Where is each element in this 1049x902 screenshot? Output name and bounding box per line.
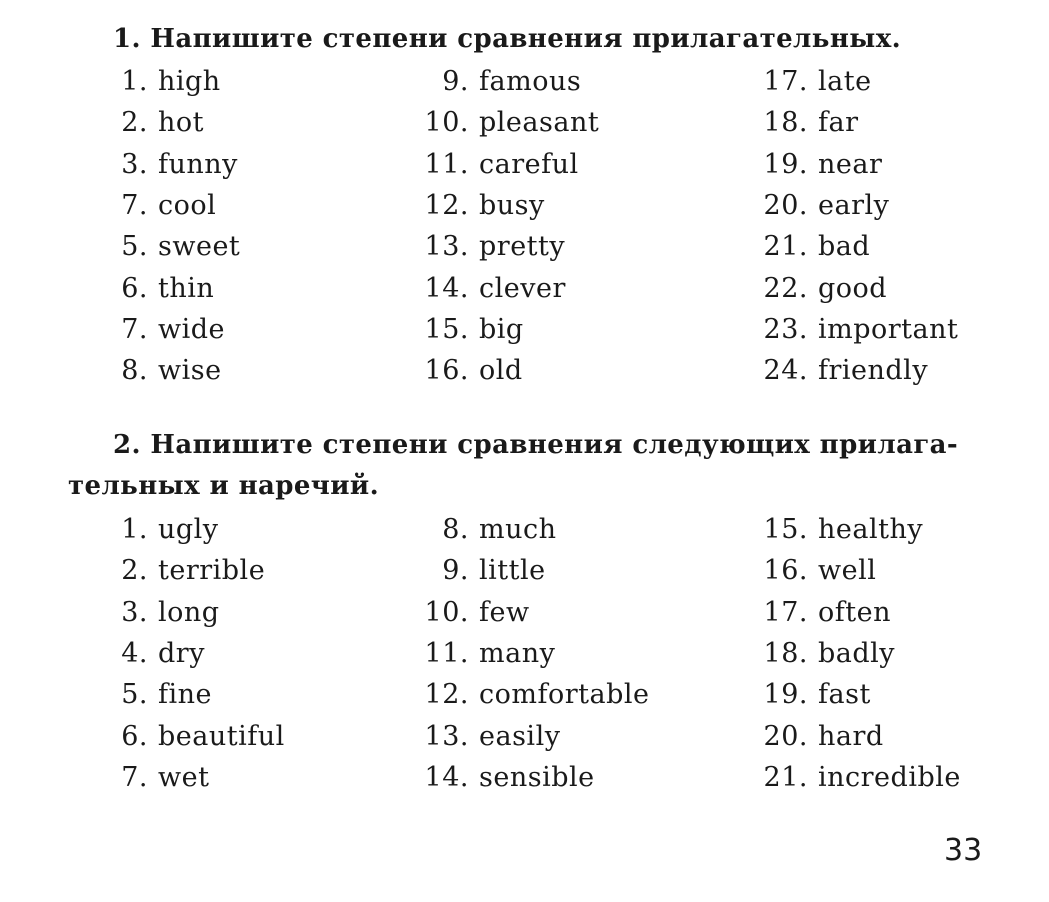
item-number: 3. (121, 597, 148, 628)
item-number: 5. (121, 679, 148, 710)
item-number: 9. (442, 555, 469, 586)
item-word: good (818, 273, 888, 304)
item-number: 20. (763, 721, 808, 752)
item-number: 17. (763, 597, 808, 628)
item-word: hot (158, 107, 204, 138)
item-word: friendly (818, 355, 929, 386)
item-word: pretty (479, 231, 566, 262)
item-number: 18. (763, 107, 808, 138)
exercise-2-heading-line-1: 2. Напишите степени сравнения следующих прилага- (113, 430, 959, 460)
item-number: 14. (424, 273, 469, 304)
item-word: beautiful (158, 721, 285, 752)
item-word: often (818, 597, 891, 628)
item-word: wet (158, 762, 210, 793)
item-word: funny (158, 149, 238, 180)
item-word: far (818, 107, 859, 138)
item-word: well (818, 555, 877, 586)
item-word: few (479, 597, 530, 628)
item-number: 14. (424, 762, 469, 793)
item-word: long (158, 597, 220, 628)
item-word: dry (158, 638, 205, 669)
item-word: late (818, 66, 872, 97)
item-word: clever (479, 273, 566, 304)
item-number: 22. (763, 273, 808, 304)
item-word: careful (479, 149, 579, 180)
item-number: 7. (121, 190, 148, 221)
item-number: 6. (121, 721, 148, 752)
item-word: terrible (158, 555, 266, 586)
item-number: 3. (121, 149, 148, 180)
item-number: 12. (424, 679, 469, 710)
item-number: 17. (763, 66, 808, 97)
item-word: easily (479, 721, 561, 752)
item-number: 11. (424, 149, 469, 180)
item-word: busy (479, 190, 545, 221)
item-number: 8. (121, 355, 148, 386)
page-number: 33 (944, 833, 983, 868)
item-number: 24. (763, 355, 808, 386)
item-number: 6. (121, 273, 148, 304)
item-number: 19. (763, 679, 808, 710)
item-word: comfortable (479, 679, 650, 710)
item-number: 7. (121, 314, 148, 345)
item-number: 1. (121, 66, 148, 97)
item-number: 15. (424, 314, 469, 345)
item-number: 16. (424, 355, 469, 386)
item-word: fine (158, 679, 212, 710)
item-word: important (818, 314, 959, 345)
item-word: near (818, 149, 883, 180)
item-word: much (479, 514, 557, 545)
item-word: sweet (158, 231, 241, 262)
item-word: fast (818, 679, 871, 710)
exercise-1-heading: 1. Напишите степени сравнения прилагательных. (113, 24, 902, 54)
item-number: 21. (763, 762, 808, 793)
item-number: 4. (121, 638, 148, 669)
item-word: sensible (479, 762, 595, 793)
item-word: pleasant (479, 107, 600, 138)
item-number: 12. (424, 190, 469, 221)
item-number: 13. (424, 231, 469, 262)
item-number: 21. (763, 231, 808, 262)
exercise-2-heading-line-2: тельных и наречий. (68, 471, 380, 501)
item-word: wide (158, 314, 226, 345)
item-number: 15. (763, 514, 808, 545)
item-word: cool (158, 190, 217, 221)
item-word: little (479, 555, 546, 586)
item-word: old (479, 355, 523, 386)
item-word: early (818, 190, 890, 221)
item-number: 9. (442, 66, 469, 97)
item-word: high (158, 66, 221, 97)
item-number: 8. (442, 514, 469, 545)
item-number: 11. (424, 638, 469, 669)
item-word: famous (479, 66, 582, 97)
item-word: bad (818, 231, 871, 262)
item-number: 10. (424, 597, 469, 628)
item-number: 13. (424, 721, 469, 752)
item-number: 7. (121, 762, 148, 793)
item-number: 19. (763, 149, 808, 180)
item-word: healthy (818, 514, 924, 545)
item-number: 2. (121, 555, 148, 586)
item-word: ugly (158, 514, 219, 545)
item-word: thin (158, 273, 215, 304)
item-word: incredible (818, 762, 961, 793)
item-word: many (479, 638, 556, 669)
item-number: 23. (763, 314, 808, 345)
item-number: 2. (121, 107, 148, 138)
item-word: wise (158, 355, 222, 386)
item-number: 20. (763, 190, 808, 221)
item-number: 10. (424, 107, 469, 138)
item-word: big (479, 314, 524, 345)
item-word: hard (818, 721, 884, 752)
item-number: 16. (763, 555, 808, 586)
item-number: 18. (763, 638, 808, 669)
item-number: 1. (121, 514, 148, 545)
item-number: 5. (121, 231, 148, 262)
item-word: badly (818, 638, 896, 669)
